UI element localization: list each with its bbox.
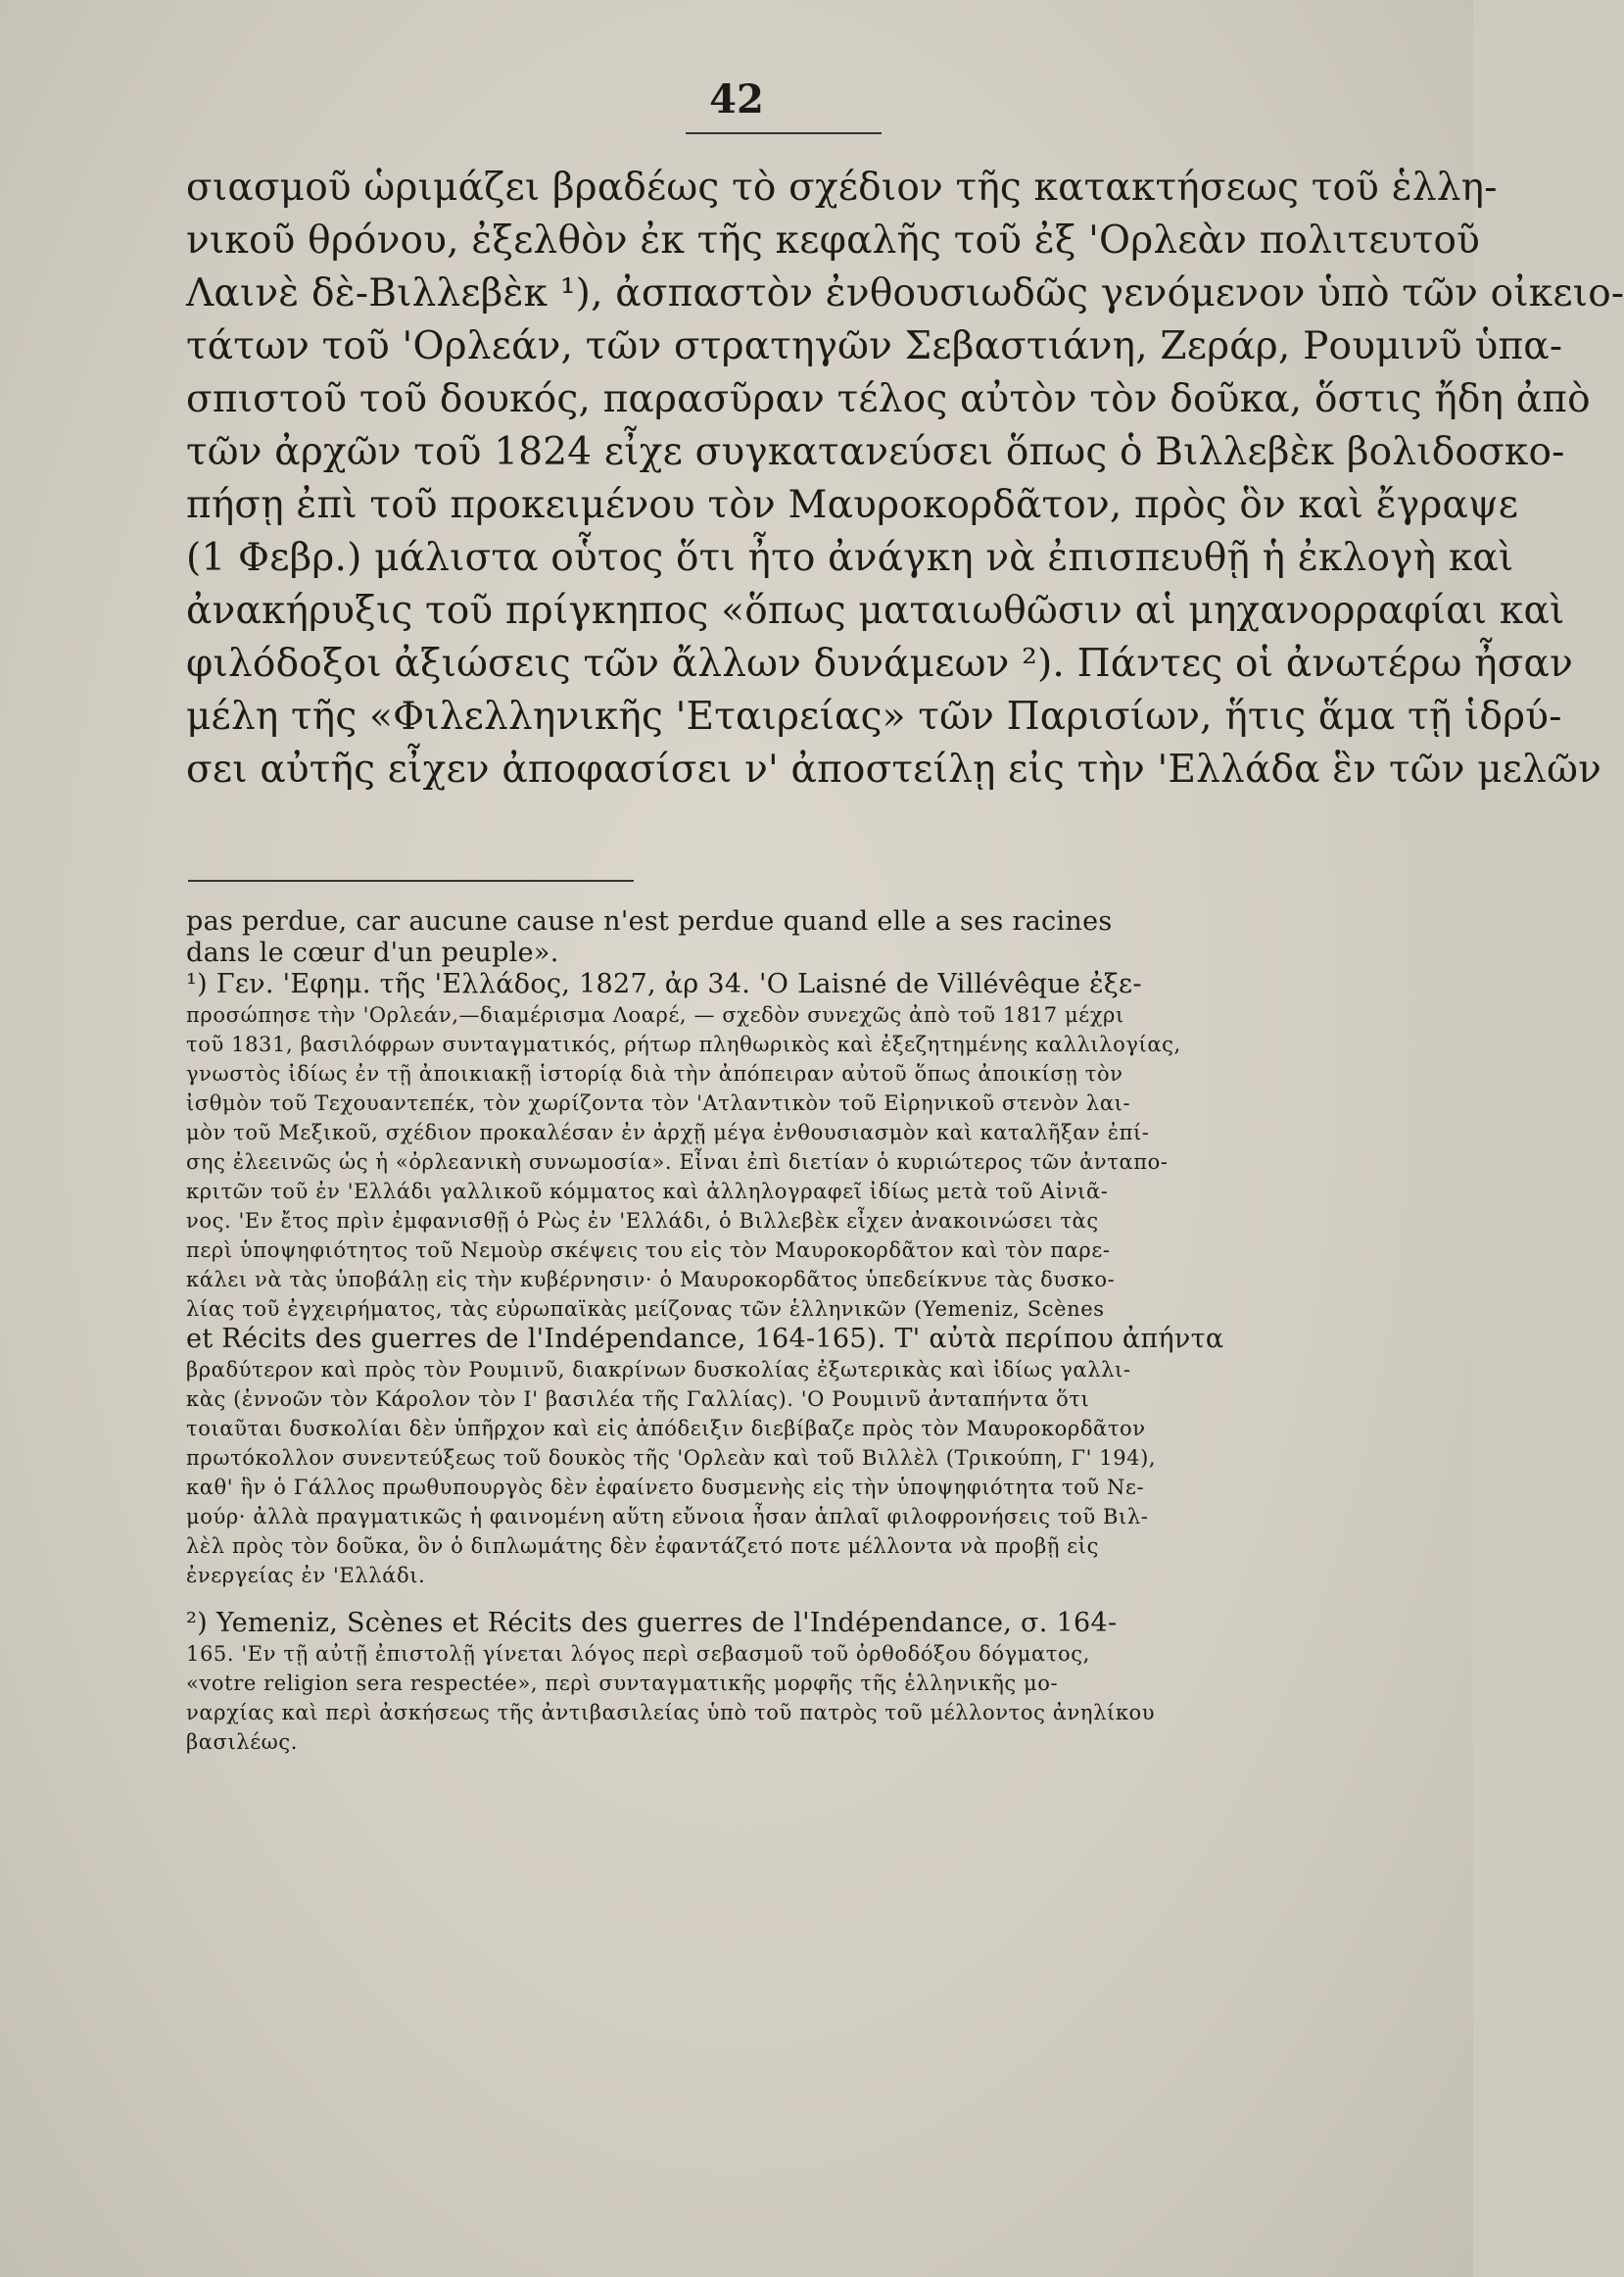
footnote-line: «votre religion sera respectée», περὶ συνταγματικῆς μορφῆς τῆς ἑλληνικῆς μο- — [186, 1671, 1059, 1695]
footnote-line: κριτῶν τοῦ ἐν 'Ελλάδι γαλλικοῦ κόμματος καὶ ἀλληλογραφεῖ ἰδίως μετὰ τοῦ Αἰνιᾶ- — [186, 1180, 1109, 1203]
footnote-line: πρωτόκολλον συνεντεύξεως τοῦ δουκὸς τῆς 'Ορλεὰν καὶ τοῦ Βιλλὲλ (Τρικούπη, Γ' 194), — [186, 1446, 1157, 1470]
body-line: πήσῃ ἐπὶ τοῦ προκειμένου τὸν Μαυροκορδᾶτον, πρὸς ὃν καὶ ἔγραψε — [186, 483, 1519, 527]
footnote-line: νος. 'Εν ἔτος πρὶν ἐμφανισθῇ ὁ Ρὼς ἐν 'Ελλάδι, ὁ Βιλλεβὲκ εἶχεν ἀνακοινώσει τὰς — [186, 1209, 1099, 1233]
page-number-rule — [686, 132, 882, 134]
footnote-line: προσώπησε τὴν 'Ορλεάν,—διαμέρισμα Λοαρέ, — σχεδὸν συνεχῶς ἀπὸ τοῦ 1817 μέχρι — [186, 1003, 1124, 1027]
footnote-line: καθ' ἣν ὁ Γάλλος πρωθυπουργὸς δὲν ἐφαίνετο δυσμενὴς εἰς τὴν ὑποψηφιότητα τοῦ Νε- — [186, 1476, 1145, 1499]
footnote-line: βραδύτερον καὶ πρὸς τὸν Ρουμινῦ, διακρίνων δυσκολίας ἐξωτερικὰς καὶ ἰδίως γαλλι- — [186, 1358, 1131, 1381]
footnote-line: ²) Yemeniz, Scènes et Récits des guerres de l'Indépendance, σ. 164- — [186, 1608, 1118, 1638]
footnote-line: γνωστὸς ἰδίως ἐν τῇ ἀποικιακῇ ἱστορίᾳ διὰ τὴν ἀπόπειραν αὐτοῦ ὅπως ἀποικίσῃ τὸν — [186, 1062, 1123, 1086]
footnote-gap — [186, 1590, 1371, 1608]
footnote-line: περὶ ὑποψηφιότητος τοῦ Νεμοὺρ σκέψεις του εἰς τὸν Μαυροκορδᾶτον καὶ τὸν παρε- — [186, 1238, 1111, 1262]
footnote-line: pas perdue, car aucune cause n'est perdue quand elle a ses racines — [186, 906, 1113, 937]
body-line: νικοῦ θρόνου, ἐξελθὸν ἐκ τῆς κεφαλῆς τοῦ ἐξ 'Ορλεὰν πολιτευτοῦ — [186, 218, 1481, 263]
body-line: τάτων τοῦ 'Ορλεάν, τῶν στρατηγῶν Σεβαστιάνη, Ζεράρ, Ρουμινῦ ὑπα- — [186, 324, 1563, 368]
footnote-line: κάλει νὰ τὰς ὑποβάλῃ εἰς τὴν κυβέρνησιν· ὁ Μαυροκορδᾶτος ὑπεδείκνυε τὰς δυσκο- — [186, 1268, 1116, 1291]
body-line: σει αὐτῆς εἶχεν ἀποφασίσει ν' ἀποστείλῃ εἰς τὴν 'Ελλάδα ἓν τῶν μελῶν — [186, 748, 1602, 792]
footnote-line: βασιλέως. — [186, 1730, 299, 1754]
footnote-line: ¹) Γεν. 'Εφημ. τῆς 'Ελλάδος, 1827, ἀρ 34. 'Ο Laisné de Villévêque ἐξε- — [186, 969, 1142, 999]
footnote-line: μὸν τοῦ Μεξικοῦ, σχέδιον προκαλέσαν ἐν ἀρχῇ μέγα ἐνθουσιασμὸν καὶ καταλῆξαν ἐπί- — [186, 1121, 1150, 1144]
footnote-line: ναρχίας καὶ περὶ ἀσκήσεως τῆς ἀντιβασιλείας ὑπὸ τοῦ πατρὸς τοῦ μέλλοντος ἀνηλίκου — [186, 1701, 1156, 1724]
body-line: ἀνακήρυξις τοῦ πρίγκηπος «ὅπως ματαιωθῶσιν αἱ μηχανορραφίαι καὶ — [186, 589, 1565, 633]
footnote-line: 165. 'Εν τῇ αὐτῇ ἐπιστολῇ γίνεται λόγος περὶ σεβασμοῦ τοῦ ὀρθοδόξου δόγματος, — [186, 1642, 1090, 1666]
footnote-line: τοῦ 1831, βασιλόφρων συνταγματικός, ρήτωρ πληθωρικὸς καὶ ἐξεζητημένης καλλιλογίας, — [186, 1033, 1181, 1056]
body-line: σιασμοῦ ὡριμάζει βραδέως τὸ σχέδιον τῆς κατακτήσεως τοῦ ἑλλη- — [186, 166, 1498, 210]
footnote-line: τοιαῦται δυσκολίαι δὲν ὑπῆρχον καὶ εἰς ἀπόδειξιν διεβίβαζε πρὸς τὸν Μαυροκορδᾶτον — [186, 1417, 1146, 1440]
footnotes — [186, 906, 1371, 1757]
body-line: μέλη τῆς «Φιλελληνικῆς 'Εταιρείας» τῶν Παρισίων, ἥτις ἅμα τῇ ἱδρύ- — [186, 695, 1562, 739]
footnote-line: κὰς (ἐννοῶν τὸν Κάρολον τὸν Ι' βασιλέα τῆς Γαλλίας). 'Ο Ρουμινῦ ἀνταπήντα ὅτι — [186, 1387, 1090, 1411]
footnote-line: dans le cœur d'un peuple». — [186, 938, 559, 968]
footnote-line: ἰσθμὸν τοῦ Τεχουαντεπέκ, τὸν χωρίζοντα τὸν 'Ατλαντικὸν τοῦ Εἰρηνικοῦ στενὸν λαι- — [186, 1091, 1131, 1115]
body-line: (1 Φεβρ.) μάλιστα οὗτος ὅτι ἦτο ἀνάγκη νὰ ἐπισπευθῇ ἡ ἐκλογὴ καὶ — [186, 536, 1514, 580]
footnote-line: et Récits des guerres de l'Indépendance, 164-165). Τ' αὐτὰ περίπου ἀπήντα — [186, 1324, 1224, 1354]
page-number: 42 — [709, 76, 764, 122]
body-text — [186, 162, 1624, 797]
footnote-line: μούρ· ἀλλὰ πραγματικῶς ἡ φαινομένη αὕτη εὔνοια ἦσαν ἁπλαῖ φιλοφρονήσεις τοῦ Βιλ- — [186, 1505, 1149, 1528]
footnote-line: λίας τοῦ ἐγχειρήματος, τὰς εὐρωπαϊκὰς μείζονας τῶν ἑλληνικῶν (Yemeniz, Scènes — [186, 1297, 1105, 1321]
body-line: σπιστοῦ τοῦ δουκός, παρασῦραν τέλος αὐτὸν τὸν δοῦκα, ὅστις ἤδη ἀπὸ — [186, 377, 1591, 421]
footnote-line: σης ἐλεεινῶς ὡς ἡ «ὀρλεανικὴ συνωμοσία». Εἶναι ἐπὶ διετίαν ὁ κυριώτερος τῶν ἀνταπο- — [186, 1150, 1169, 1174]
footnote-separator — [188, 880, 634, 882]
body-line: φιλόδοξοι ἀξιώσεις τῶν ἄλλων δυνάμεων ²). Πάντες οἱ ἀνωτέρω ἦσαν — [186, 642, 1573, 686]
body-line: τῶν ἀρχῶν τοῦ 1824 εἶχε συγκατανεύσει ὅπως ὁ Βιλλεβὲκ βολιδοσκο- — [186, 430, 1565, 474]
footnote-line: ἐνεργείας ἐν 'Ελλάδι. — [186, 1564, 426, 1587]
body-line: Λαινὲ δὲ-Βιλλεβὲκ ¹), ἀσπαστὸν ἐνθουσιωδῶς γενόμενον ὑπὸ τῶν οἰκειο- — [186, 271, 1624, 315]
footnote-line: λὲλ πρὸς τὸν δοῦκα, ὃν ὁ διπλωμάτης δὲν ἐφαντάζετό ποτε μέλλοντα νὰ προβῇ εἰς — [186, 1534, 1099, 1558]
